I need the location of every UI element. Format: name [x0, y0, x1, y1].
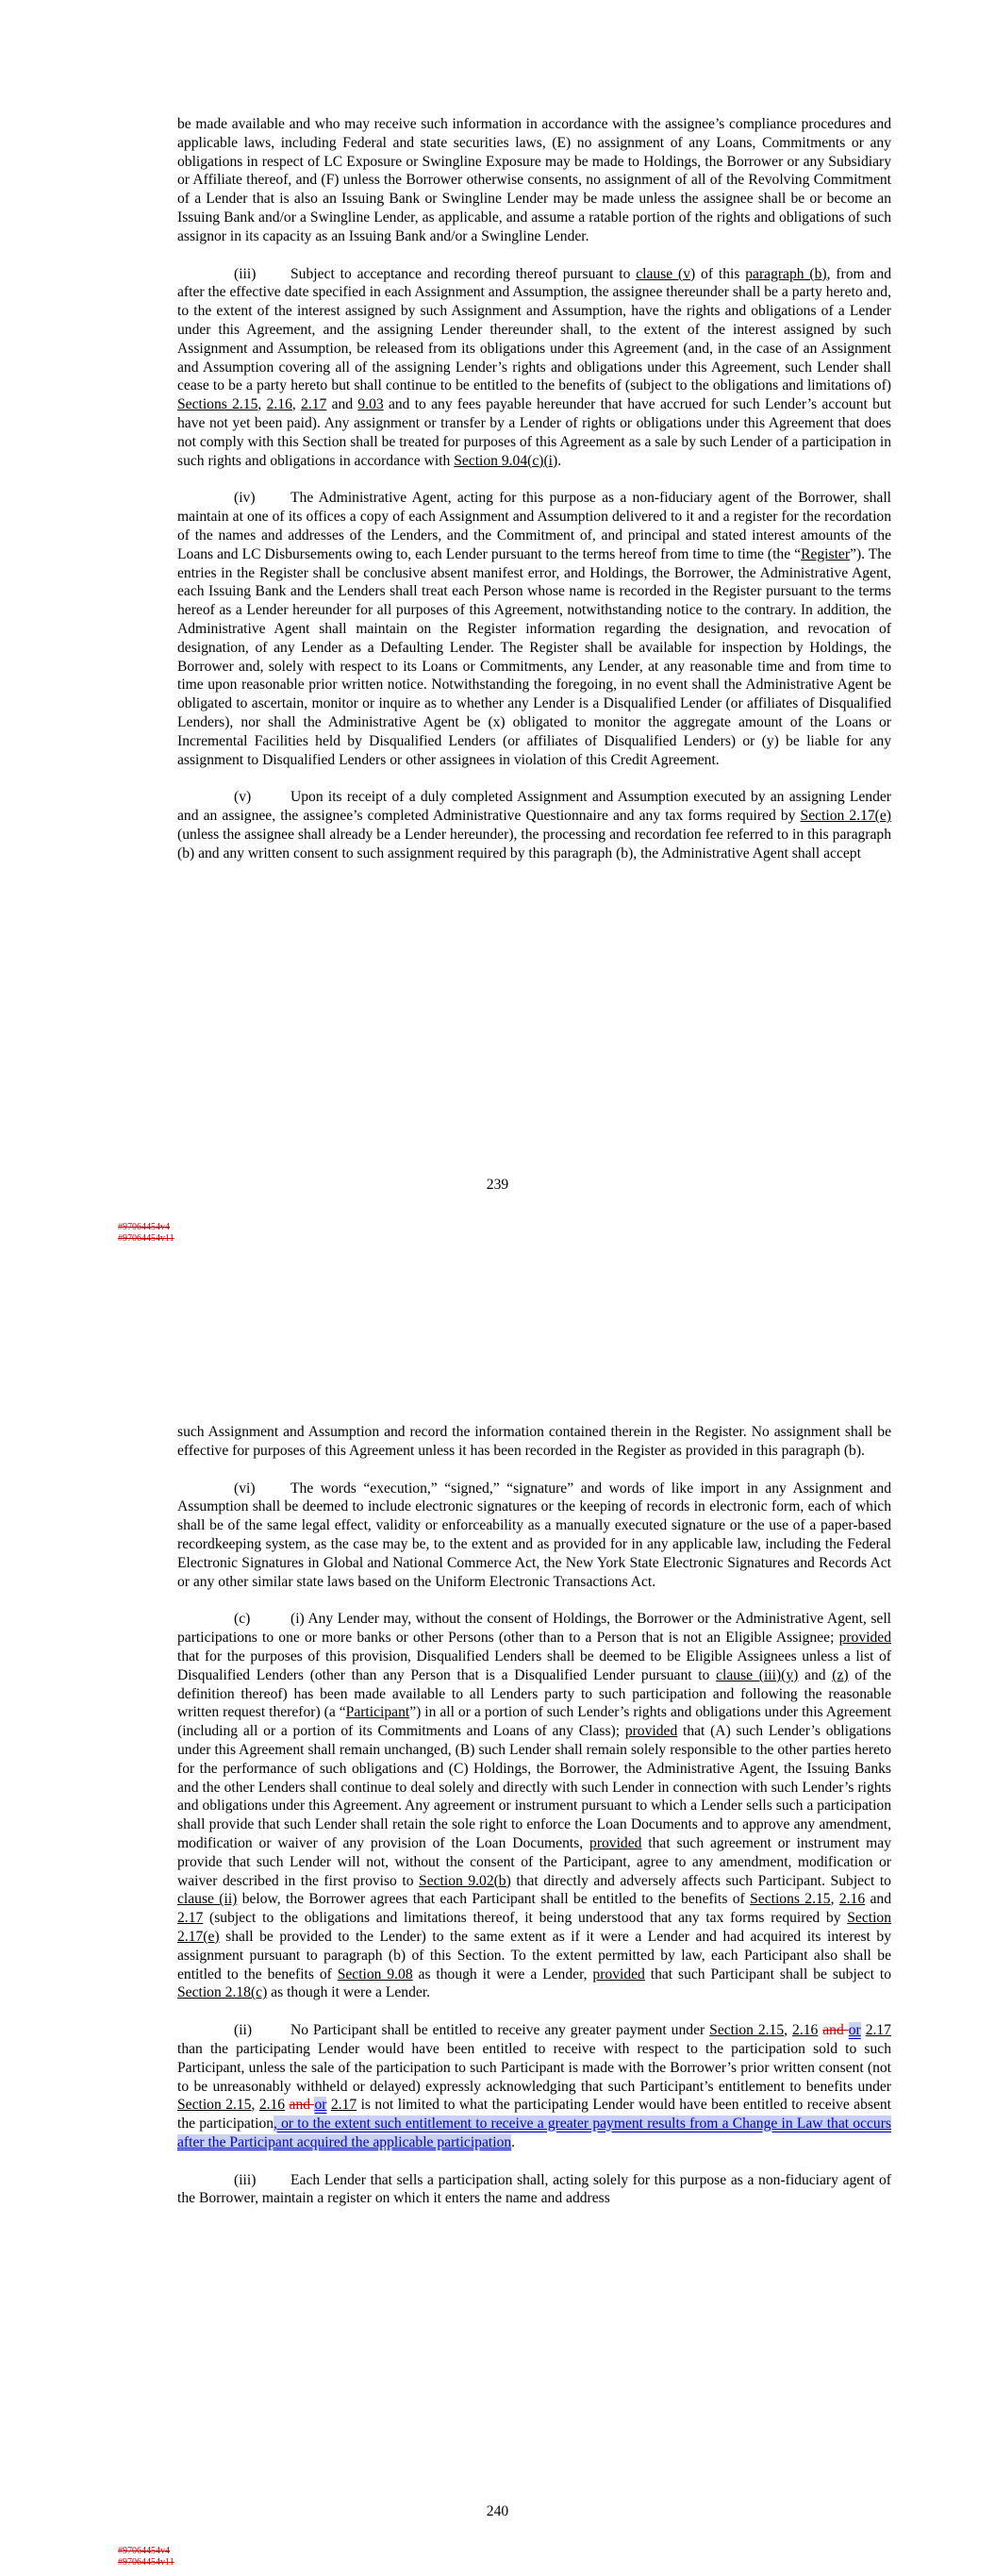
inserted-text: or [314, 2097, 327, 2114]
cross-reference: Section 2.15 [709, 2022, 785, 2039]
deleted-text: and [822, 2022, 849, 2039]
paragraph-continuation: such Assignment and Assumption and record the information contained therein in the Register. No assignment shall be effective for purposes of this Agreement unless it has been recorded in the Register as provided in this paragraph (b). [177, 1424, 891, 1459]
defined-term: provided [624, 1723, 678, 1740]
clause-number: (vi) [234, 1480, 256, 1497]
deleted-doc-id: #97064454v4 [118, 2546, 170, 2556]
paragraph-v: (v) Upon its receipt of a duly completed Assignment and Assumption executed by an assigning Lender and an assignee, the assignee’s completed Administrative Questionnaire and any tax forms required by Section 2.17(e) (unless the assignee shall already be a Lender hereunder), the processing and recordation fee referred to in this paragraph (b) and any written consent to such assignment required by this paragraph (b), the Administrative Agent shall accept [177, 789, 891, 861]
cross-reference: Section 9.04(c)(i) [454, 452, 558, 469]
inserted-text: , or to the extent such entitlement to receive a greater payment results from a Change in Law that occurs after the Participant acquired the applicable participation [177, 2116, 891, 2150]
page-body [177, 1423, 891, 2227]
paragraph-iv: (iv) The Administrative Agent, acting for this purpose as a non-fiduciary agent of the Borrower, shall maintain at one of its offices a copy of each Assignment and Assumption delivered to it and a register for the recordation of the names and addresses of the Lenders, and the Commitment of, and principal and stated interest amounts of the Loans and LC Disbursements owing to, each Lender pursuant to the terms hereof from time to time (the “Register”). The entries in the Register shall be conclusive absent manifest error, and Holdings, the Borrower, the Administrative Agent, each Issuing Bank and the Lenders shall treat each Person whose name is recorded in the Register pursuant to the terms hereof as a Lender hereunder for all purposes of this Agreement, notwithstanding notice to the contrary. In addition, the Administrative Agent shall maintain on the Register information regarding the designation, and revocation of designation, of any Lender as a Defaulting Lender. The Register shall be available for inspection by Holdings, the Borrower and, solely with respect to its Loans or Commitments, any Lender, at any reasonable time and from time to time upon reasonable prior written notice. Notwithstanding the foregoing, in no event shall the Administrative Agent be obligated to ascertain, monitor or inquire as to whether any Lender is a Disqualified Lender (or affiliates of Disqualified Lenders), nor shall the Administrative Agent be (x) obligated to monitor the aggregate amount of the Loans or Incremental Facilities held by Disqualified Lenders (or affiliates of Disqualified Lenders) or (y) be liable for any assignment to Disqualified Lenders or other assignees in violation of this Credit Agreement. [177, 490, 891, 768]
paragraph-ii: (ii) No Participant shall be entitled to receive any greater payment under Section 2.15, 2.16 and or 2.17 than the participating Lender would have been entitled to receive with respect to the participation sold to such Participant, unless the sale of the participation to such Participant is made with the Borrower’s prior written consent (not to be unreasonably withheld or delayed) expressly acknowledging that such Participant’s entitlement to benefits under Section 2.15, 2.16 and or 2.17 is not limited to what the participating Lender would have been entitled to receive absent the participation, or to the extent such entitlement to receive a greater payment results from a Change in Law that occurs after the Participant acquired the applicable participation. [177, 2022, 891, 2150]
defined-term: Participant [345, 1704, 410, 1721]
paragraph-iii: (iii) Subject to acceptance and recording thereof pursuant to clause (v) of this paragraph (b), from and after the effective date specified in each Assignment and Assumption, the assignee thereunder shall be a party hereto and, to the extent of the interest assigned by such Assignment and Assumption, have the rights and obligations of a Lender under this Agreement, and the assigning Lender thereunder shall, to the extent of the interest assigned by such Assignment and Assumption, be released from its obligations under this Agreement (and, in the case of an Assignment and Assumption covering all of the assigning Lender’s rights and obligations under this Agreement, such Lender shall cease to be a party hereto but shall continue to be entitled to the benefits of (subject to the obligations and limitations of) Sections 2.15, 2.16, 2.17 and 9.03 and to any fees payable hereunder that have accrued for such Lender’s account but have not yet been paid). Any assignment or transfer by a Lender of rights or obligations under this Agreement that does not comply with this Section shall be treated for purposes of this Agreement as a sale by such Lender of a participation in such rights and obligations in accordance with Section 9.04(c)(i). [177, 265, 892, 469]
deleted-doc-id: #97064454v11 [118, 1233, 174, 1244]
cross-reference: Section 2.17(e) [177, 1910, 891, 1945]
clause-number: (iv) [234, 490, 256, 507]
cross-reference: Section 2.17(e) [800, 808, 891, 825]
clause-number: (v) [234, 789, 252, 806]
deleted-doc-id: #97064454v4 [118, 1222, 170, 1232]
paragraph-c: (c) (i) Any Lender may, without the consent of Holdings, the Borrower or the Administrative Agent, sell participations to one or more banks or other Persons (other than to a Person that is not an Eligible Assignee; provided that for the purposes of this provision, Disqualified Lenders shall be deemed to be Eligible Assignees unless a list of Disqualified Lenders (other than any Person that is a Disqualified Lender pursuant to clause (iii)(y) and (z) of the definition thereof) has been made available to all Lenders party to such participation and following the reasonable written request therefor) (a “Participant”) in all or a portion of such Lender’s rights and obligations under this Agreement (including all or a portion of its Commitments and Loans of any Class); provided that (A) such Lender’s obligations under this Agreement shall remain unchanged, (B) such Lender shall remain solely responsible to the other parties hereto for the performance of such obligations and (C) Holdings, the Borrower, the Administrative Agent, the Issuing Banks and the other Lenders shall continue to deal solely and directly with such Lender in connection with such Lender’s rights and obligations under this Agreement. Any agreement or instrument pursuant to which a Lender sells such a participation shall provide that such Lender shall retain the sole right to enforce the Loan Documents and to approve any amendment, modification or waiver of any provision of the Loan Documents, provided that such agreement or instrument may provide that such Lender will not, without the consent of the Participant, agree to any amendment, modification or waiver described in the first proviso to Section 9.02(b) that directly and adversely affects such Participant. Subject to clause (ii) below, the Borrower agrees that each Participant shall be entitled to the benefits of Sections 2.15, 2.16 and 2.17 (subject to the obligations and limitations thereof, it being understood that any tax forms required by Section 2.17(e) shall be provided to the Lender) to the same extent as if it were a Lender and had acquired its interest by assignment pursuant to paragraph (b) of this Section. To the extent permitted by law, each Participant also shall be entitled to the benefits of Section 9.08 as though it were a Lender, provided that such Participant shall be subject to Section 2.18(c) as though it were a Lender. [177, 1611, 892, 2001]
defined-term: Register [801, 545, 851, 562]
clause-number: (ii) [234, 2022, 253, 2039]
page-number: 239 [486, 1177, 509, 1193]
cross-reference: clause (v) [636, 265, 696, 282]
cross-reference: clause (iii)(y) [716, 1666, 799, 1683]
cross-reference: 2.17 [865, 2022, 891, 2039]
cross-reference: 2.16 [266, 396, 292, 413]
cross-reference: Section 2.18(c) [177, 1984, 268, 2001]
cross-reference: 2.16 [792, 2022, 819, 2039]
document-id-footer [118, 1222, 174, 1245]
page-number: 240 [486, 2503, 509, 2519]
document-id-footer [118, 2546, 174, 2568]
cross-reference: 2.17 [177, 1910, 204, 1927]
page-240 [0, 1307, 995, 2576]
cross-reference: paragraph (b) [745, 265, 827, 282]
cross-reference: clause (ii) [177, 1891, 238, 1908]
cross-reference: 2.17 [301, 396, 327, 413]
inserted-text: or [848, 2022, 861, 2039]
clause-number: (c) [234, 1611, 251, 1628]
cross-reference: 2.16 [258, 2097, 286, 2114]
cross-reference: Sections 2.15 [177, 396, 258, 413]
cross-reference: Sections 2.15 [750, 1891, 831, 1908]
cross-reference: (z) [832, 1666, 849, 1683]
deleted-text: and [289, 2097, 315, 2114]
clause-number: (iii) [234, 2171, 257, 2188]
cross-reference: Section 9.08 [337, 1965, 413, 1982]
defined-term: provided [589, 1834, 642, 1851]
cross-reference: 2.16 [838, 1891, 866, 1908]
defined-term: provided [838, 1630, 891, 1647]
paragraph-iii: (iii) Each Lender that sells a participation shall, acting solely for this purpose as a non-fiduciary agent of the Borrower, maintain a register on which it enters the name and address [177, 2171, 891, 2207]
defined-term: provided [592, 1965, 645, 1982]
page-body [177, 115, 891, 881]
cross-reference: Section 2.15 [177, 2097, 252, 2114]
clause-number: (iii) [234, 265, 257, 282]
cross-reference: Section 9.02(b) [419, 1872, 511, 1889]
paragraph-vi: (vi) The words “execution,” “signed,” “signature” and words of like import in any Assignment and Assumption shall be deemed to include electronic signatures or the keeping of records in electronic form, each of which shall be of the same legal effect, validity or enforceability as a manually executed signature or the use of a paper-based recordkeeping system, as the case may be, to the extent and as provided for in any applicable law, including the Federal Electronic Signatures in Global and National Commerce Act, the New York State Electronic Signatures and Records Act or any other similar state laws based on the Uniform Electronic Transactions Act. [177, 1480, 891, 1590]
cross-reference: 9.03 [357, 396, 384, 413]
deleted-doc-id: #97064454v11 [118, 2557, 174, 2568]
paragraph-continuation: be made available and who may receive such information in accordance with the assignee’s compliance procedures and applicable laws, including Federal and state securities laws, (E) no assignment of any Loans, Commitments or any obligations in respect of LC Exposure or Swingline Exposure may be made to Holdings, the Borrower or any Subsidiary or Affiliate thereof, and (F) unless the Borrower otherwise consents, no assignment of all of the Revolving Commitment of a Lender that is also an Issuing Bank or Swingline Lender may be made unless the assignee shall be or become an Issuing Bank and/or a Swingline Lender, as applicable, and assume a ratable portion of the rights and obligations of such assignor in its capacity as an Issuing Bank and/or a Swingline Lender. [177, 116, 891, 244]
cross-reference: 2.17 [330, 2097, 357, 2114]
